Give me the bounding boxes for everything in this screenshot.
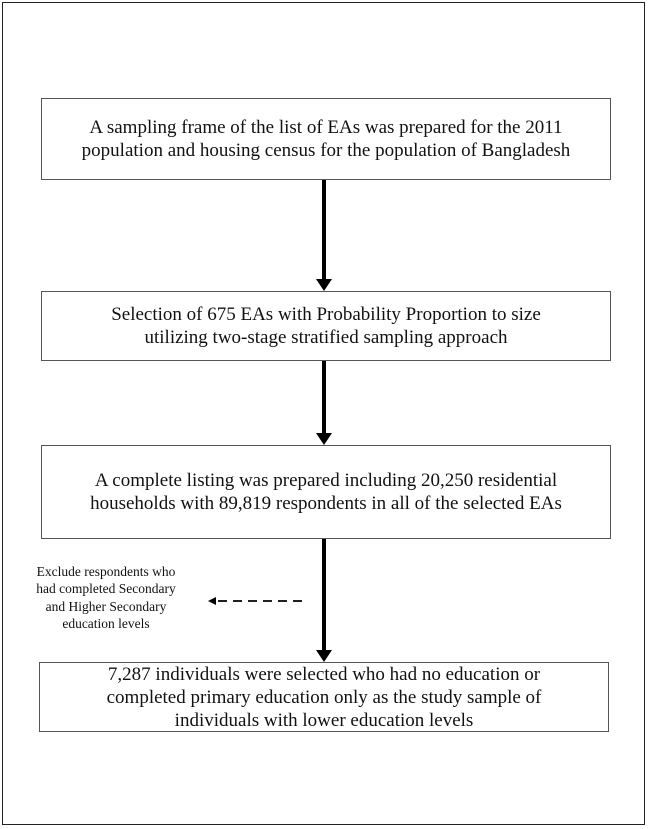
step-3-line-2: households with 89,819 respondents in all of the selected EAs bbox=[90, 493, 562, 514]
step-4-study-sample-box bbox=[39, 662, 609, 732]
step-3-listing-box bbox=[41, 445, 611, 539]
step-4-line-3: individuals with lower education levels bbox=[174, 710, 474, 732]
step-2-line-2: utilizing two-stage stratified sampling approach bbox=[144, 327, 508, 348]
exclusion-line-1: Exclude respondents who bbox=[36, 564, 176, 579]
step-3-line-1: A complete listing was prepared including 20,250 residential bbox=[94, 469, 558, 491]
step-1-line-1: A sampling frame of the list of EAs was prepared for the 2011 bbox=[89, 116, 563, 138]
step-4-line-2: completed primary education only as the study sample of bbox=[106, 687, 542, 709]
step-1-sampling-frame-box bbox=[41, 98, 611, 180]
exclusion-line-4: education levels bbox=[62, 615, 150, 631]
step-2-ea-selection-box bbox=[41, 291, 611, 361]
exclusion-line-3: and Higher Secondary bbox=[45, 598, 167, 614]
step-1-line-2: population and housing census for the population of Bangladesh bbox=[81, 140, 571, 161]
step-4-line-1: 7,287 individuals were selected who had no education or bbox=[107, 664, 541, 685]
step-2-line-1: Selection of 675 EAs with Probability Proportion to size bbox=[111, 303, 541, 325]
exclusion-note bbox=[8, 563, 204, 632]
exclusion-line-2: had completed Secondary bbox=[36, 581, 176, 597]
